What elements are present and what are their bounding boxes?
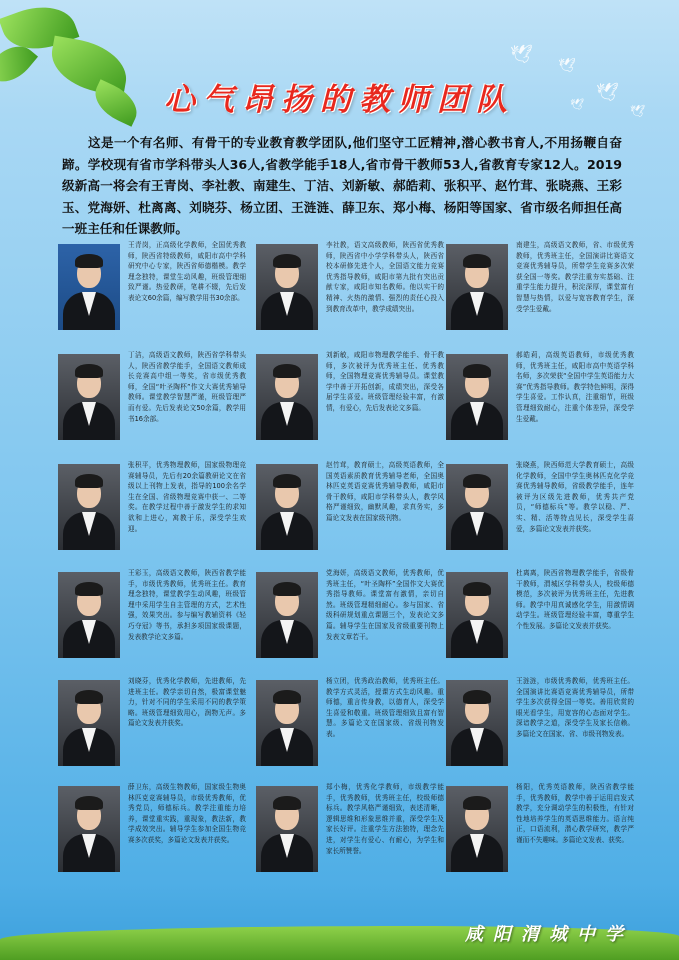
intro-paragraph: 这是一个有名师、有骨干的专业教育教学团队,他们坚守工匠精神,潜心教书育人,不用扬鞭自奋蹄。学校现有省市学科带头人36人,省教学能手18人,省市骨干教师53人,省教育专家12人。2019级新高一将会有王青岗、李社教、南建生、丁洁、刘新敏、郝皓莉、张积平、赵竹茸、张晓燕、王彩玉、党海妍、杜离离、刘晓芬、杨立团、王涟涟、薛卫东、郑小梅、杨阳等国家、省市级名师担任高一班主任和任课教师。	[62, 135, 622, 236]
teacher-bio: 王青岗，正高级化学教师，全国优秀教师，陕西省特级教师，咸阳市高中学科研究中心专家，陕西省师德楷模。教学理念独特，课堂生动风趣，班级管理细致严谨。热爱教研，笔耕不辍，先后发表论文60余篇，编写教学用书30余部。	[128, 241, 246, 302]
teacher-photo	[58, 244, 120, 330]
teacher-card	[256, 568, 444, 672]
teacher-bio: 赵竹茸，教育硕士，高级英语教师，全国英语素质教育优秀辅导老师，全国奥林匹克英语竞赛优秀辅导教师，咸阳市骨干教师，咸阳市学科带头人，教学风格严谨细致，幽默风趣，求真务实，多篇论文发表在国家级刊物。	[326, 461, 444, 522]
teacher-bio: 郑小梅，优秀化学教师，市级教学能手，优秀教师，优秀班主任，校级师德标兵。教学风格严谨细致，表述清晰，逻辑思维和形象思维并重，深受学生及家长好评。注重学生方法独特，理念先进，对学生有爱心、有耐心，为学生和家长所赞誉。	[326, 783, 444, 855]
teacher-card	[446, 568, 634, 672]
teacher-card	[58, 240, 246, 344]
teacher-bio: 张晓燕，陕西师范大学教育硕士，高级化学教师，全国中学生奥林匹克化学竞赛优秀辅导教师，省级教学能手，连年被评为区级先进教师，优秀共产党员，“师德标兵”等。教学以稳、严、实、精、活等特点见长，深受学生喜爱，多篇论文发表并获奖。	[516, 461, 634, 533]
dove-icon: 🕊	[558, 58, 576, 74]
teacher-photo	[58, 786, 120, 872]
dove-icon: 🕊	[630, 104, 646, 118]
teacher-bio: 郝皓莉，高级英语教师，市级优秀教师，优秀班主任，咸阳市高中英语学科名师，多次荣获“全国中学生英语能力大赛”优秀指导教师。教学特色鲜明，深得学生喜爱。工作认真，注重细节，班级管理细致耐心，注重个体差异，深受学生爱戴。	[516, 351, 634, 423]
teacher-photo	[446, 786, 508, 872]
teacher-card	[256, 350, 444, 454]
teacher-card	[58, 460, 246, 564]
dove-icon: 🕊	[570, 98, 584, 111]
dove-icon: 🕊	[510, 44, 533, 65]
teacher-card	[256, 460, 444, 564]
teacher-photo	[256, 680, 318, 766]
teacher-card	[58, 782, 246, 886]
teacher-photo	[58, 464, 120, 550]
teacher-card	[256, 676, 444, 780]
teacher-card	[446, 350, 634, 454]
teacher-card	[446, 240, 634, 344]
teacher-bio: 张积平，优秀物理教师，国家级物理竞赛辅导员，先后有20余篇教研论文在省级以上刊物上发表，指导的100余名学生在全国、省级物理竞赛中获一、二等奖。在教学过程中善于激发学生的求知欲和上进心，寓教于乐，深受学生欢迎。	[128, 461, 246, 533]
teacher-bio: 杨阳，优秀英语教师，陕西省教学能手，优秀教师，教学中善于运用启发式教学，充分调动学生的积极性，有针对性地培养学生的英语思维能力。语言纯正，口语流利，潜心教学研究，教学严谨而不失趣味。多篇论文发表、获奖。	[516, 783, 634, 844]
teacher-card	[58, 568, 246, 672]
teacher-photo	[256, 572, 318, 658]
teacher-bio: 杜离离，陕西省物理教学能手，省级骨干教师，渭城区学科带头人，校级师德模范，多次被评为优秀班主任，先进教师。教学中用真诚感化学生，用激情调动学生。班级管理经验丰富，尊重学生个性发展。多篇论文发表并获奖。	[516, 569, 634, 630]
teacher-bio: 刘新敏，咸阳市物理教学能手、骨干教师，多次被评为优秀班主任、优秀教师，全国物理竞赛优秀辅导员。课堂教学中善于开拓创新，成绩突出，深受各届学生喜爱。班级管理经验丰富，有激情，有爱心，先后发表论文多篇。	[326, 351, 444, 412]
teacher-photo	[446, 354, 508, 440]
teacher-photo	[446, 680, 508, 766]
page-title: 心气昂扬的教师团队	[164, 82, 515, 118]
dove-icon: 🕊	[596, 82, 619, 103]
teacher-bio: 薛卫东，高级生物教师，国家级生物奥林匹克竞赛辅导员，市级优秀教师，优秀党员，师德标兵。教学注重能力培养，课堂重实践，重现象，教法新，教学成效突出。辅导学生参加全国生物竞赛多次获奖，多篇论文发表并获奖。	[128, 783, 246, 844]
teacher-photo	[58, 354, 120, 440]
teacher-card	[58, 350, 246, 454]
teacher-bio: 王涟涟，市级优秀教师，优秀班主任。全国演讲比赛语竞赛优秀辅导员，所带学生多次获得全国一等奖。善用欣赏的眼光看学生，用宽容的心态面对学生。深谙教学之道，深受学生及家长信赖。多篇论文在国家、省、市级刊物发表。	[516, 677, 634, 738]
school-name: 咸阳渭城中学	[465, 924, 633, 945]
teacher-bio: 南建生，高级语文教师，省、市级优秀教师，优秀班主任，全国演讲比赛语文竞赛优秀辅导员，所带学生竞赛多次荣获全国一等奖。教学注重夯实基础、注重学生能力提升，积淀深厚，课堂富有智慧与热情，以爱与宽容教育学生，深受学生爱戴。	[516, 241, 634, 313]
teacher-bio: 王彩玉，高级语文教师，陕西省教学能手，市级优秀教师，优秀班主任。教育理念独特，课堂教学生动风趣，班级管理中采用学生自主管理的方式，艺术性强，效果突出。参与编写教辅资料《轻巧夺冠》等书，承担多项国家级课题，发表教学论文多篇。	[128, 569, 246, 641]
teacher-photo	[256, 786, 318, 872]
teacher-photo	[446, 244, 508, 330]
teacher-photo	[446, 464, 508, 550]
teacher-card	[446, 782, 634, 886]
teacher-photo	[256, 354, 318, 440]
teacher-photo	[58, 572, 120, 658]
teacher-card	[256, 240, 444, 344]
teacher-photo	[58, 680, 120, 766]
teacher-bio: 刘晓芬，优秀化学教师，先进教师，先进班主任。教学亲切自然，极富课堂魅力，针对不同的学生采用不同的教学策略。班级管理细致用心，润物无声。多篇论文发表并获奖。	[128, 677, 246, 728]
teacher-card	[58, 676, 246, 780]
teacher-card	[446, 676, 634, 780]
teacher-bio: 党海妍，高级语文教师，优秀教师，优秀班主任，“叶圣陶杯”全国作文大赛优秀指导教师。课堂富有激情，亲切自然。班级管理精细耐心。参与国家、省级科研规划重点课题三个，发表论文多篇。辅导学生在国家及省级重要刊物上发表文章若干。	[326, 569, 444, 641]
teacher-bio: 李社教，语文高级教师，陕西省优秀教师，陕西省中小学学科带头人，陕西省校本研修先进个人，全国语文能力竞赛优秀指导教师，咸阳市第九批有突出贡献专家，咸阳市知名教师。他以实干的精神、火热的激情、强烈的责任心投入到教育改革中，教学成绩突出。	[326, 241, 444, 313]
teacher-bio: 杨立团，优秀政治教师，优秀班主任。教学方式灵活，授课方式生动风趣。重师德，重言传身教，以德育人，深受学生喜爱和敬重。班级管理细致且富有智慧。多篇论文在国家级、省级刊物发表。	[326, 677, 444, 738]
teacher-photo	[446, 572, 508, 658]
teacher-photo	[256, 244, 318, 330]
teacher-photo	[256, 464, 318, 550]
teacher-card	[446, 460, 634, 564]
teacher-card	[256, 782, 444, 886]
teacher-bio: 丁洁，高级语文教师，陕西省学科带头人，陕西省教学能手，全国语文教师成长竞赛高中组一等奖，省市级优秀教师，全国“叶圣陶杯”作文大赛优秀辅导教师。课堂教学智慧严谨，班级管理严而有爱。先后发表论文50余篇，教学用书16余部。	[128, 351, 246, 423]
